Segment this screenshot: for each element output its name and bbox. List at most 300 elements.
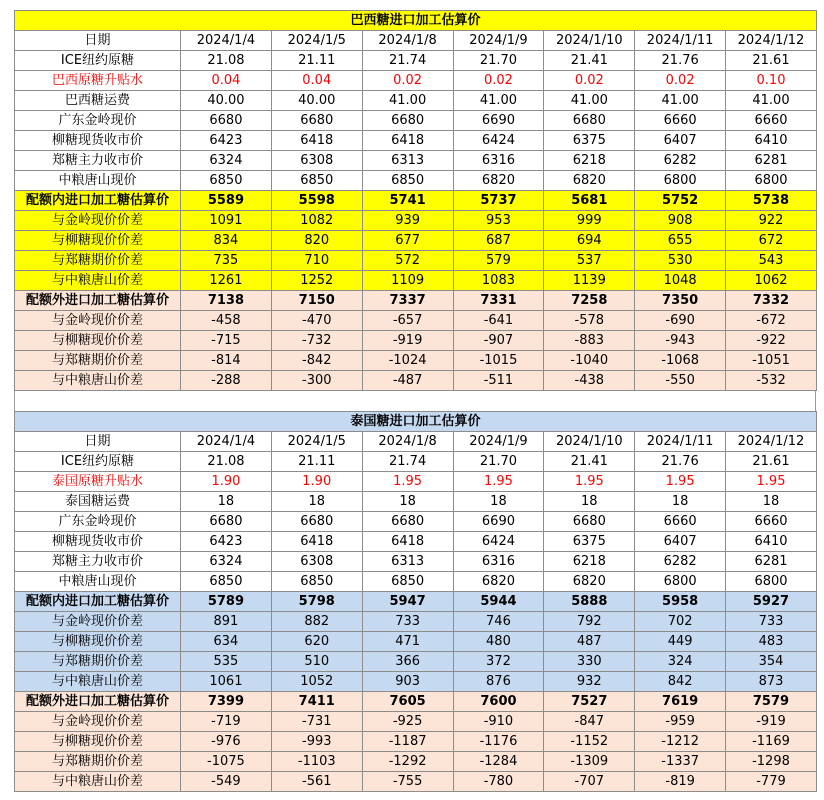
value-cell: 6660 <box>635 512 726 532</box>
value-cell: -1075 <box>181 752 272 772</box>
value-cell: 1139 <box>544 271 635 291</box>
value-cell: 6800 <box>635 572 726 592</box>
value-cell: -925 <box>362 712 453 732</box>
value-cell: 18 <box>362 492 453 512</box>
value-cell: 634 <box>181 632 272 652</box>
value-cell: -1103 <box>271 752 362 772</box>
value-cell: 999 <box>544 211 635 231</box>
value-cell: -300 <box>271 371 362 391</box>
value-cell: 6313 <box>362 151 453 171</box>
value-cell: 41.00 <box>453 91 544 111</box>
value-cell: -707 <box>544 772 635 792</box>
value-cell: 0.02 <box>362 71 453 91</box>
value-cell: -578 <box>544 311 635 331</box>
value-cell: 1062 <box>726 271 817 291</box>
value-cell: 5741 <box>362 191 453 211</box>
value-cell: 6850 <box>362 171 453 191</box>
value-cell: 471 <box>362 632 453 652</box>
value-cell: -1292 <box>362 752 453 772</box>
date-header-label: 日期 <box>15 31 181 51</box>
value-cell: -1015 <box>453 351 544 371</box>
value-cell: 18 <box>544 492 635 512</box>
table-title: 巴西糖进口加工估算价 <box>15 11 817 31</box>
value-cell: 0.02 <box>635 71 726 91</box>
row-label: 与金岭现价价差 <box>15 612 181 632</box>
value-cell: 5752 <box>635 191 726 211</box>
value-cell: 7332 <box>726 291 817 311</box>
value-cell: 535 <box>181 652 272 672</box>
value-cell: 6820 <box>544 171 635 191</box>
value-cell: 6407 <box>635 131 726 151</box>
row-label: 与柳糖现价价差 <box>15 331 181 351</box>
value-cell: -549 <box>181 772 272 792</box>
row-label: 配额内进口加工糖估算价 <box>15 191 181 211</box>
value-cell: 903 <box>362 672 453 692</box>
value-cell: -1212 <box>635 732 726 752</box>
value-cell: 1061 <box>181 672 272 692</box>
value-cell: 449 <box>635 632 726 652</box>
value-cell: -511 <box>453 371 544 391</box>
value-cell: -561 <box>271 772 362 792</box>
value-cell: -550 <box>635 371 726 391</box>
table-row <box>15 111 817 131</box>
row-label: 配额内进口加工糖估算价 <box>15 592 181 612</box>
value-cell: 6423 <box>181 532 272 552</box>
value-cell: 21.61 <box>726 452 817 472</box>
table-row <box>15 351 817 371</box>
table-row <box>15 291 817 311</box>
value-cell: -919 <box>726 712 817 732</box>
value-cell: 7600 <box>453 692 544 712</box>
date-header-cell: 2024/1/4 <box>181 31 272 51</box>
date-header-cell: 2024/1/9 <box>453 31 544 51</box>
value-cell: -976 <box>181 732 272 752</box>
brazil-sugar-table <box>14 10 817 391</box>
value-cell: 5789 <box>181 592 272 612</box>
value-cell: 579 <box>453 251 544 271</box>
value-cell: 18 <box>726 492 817 512</box>
value-cell: -842 <box>271 351 362 371</box>
value-cell: 6800 <box>726 171 817 191</box>
value-cell: 6418 <box>362 131 453 151</box>
table-row <box>15 532 817 552</box>
value-cell: 939 <box>362 211 453 231</box>
value-cell: 1082 <box>271 211 362 231</box>
value-cell: 572 <box>362 251 453 271</box>
table-row <box>15 572 817 592</box>
table-row <box>15 512 817 532</box>
value-cell: 480 <box>453 632 544 652</box>
table-row <box>15 371 817 391</box>
value-cell: 21.76 <box>635 452 726 472</box>
value-cell: 354 <box>726 652 817 672</box>
value-cell: -959 <box>635 712 726 732</box>
value-cell: 6800 <box>635 171 726 191</box>
value-cell: 6316 <box>453 151 544 171</box>
value-cell: 7605 <box>362 692 453 712</box>
value-cell: 655 <box>635 231 726 251</box>
value-cell: 7527 <box>544 692 635 712</box>
value-cell: 5738 <box>726 191 817 211</box>
table-row <box>15 472 817 492</box>
value-cell: 1091 <box>181 211 272 231</box>
value-cell: -883 <box>544 331 635 351</box>
value-cell: 5598 <box>271 191 362 211</box>
value-cell: 0.04 <box>271 71 362 91</box>
value-cell: 7350 <box>635 291 726 311</box>
date-header-row <box>15 31 817 51</box>
value-cell: 6316 <box>453 552 544 572</box>
table-row <box>15 211 817 231</box>
value-cell: 746 <box>453 612 544 632</box>
value-cell: -819 <box>635 772 726 792</box>
value-cell: -1024 <box>362 351 453 371</box>
row-label: 与郑糖期价价差 <box>15 351 181 371</box>
value-cell: 792 <box>544 612 635 632</box>
value-cell: 6660 <box>635 111 726 131</box>
value-cell: 5944 <box>453 592 544 612</box>
value-cell: -470 <box>271 311 362 331</box>
value-cell: 0.04 <box>181 71 272 91</box>
row-label: 中粮唐山现价 <box>15 572 181 592</box>
value-cell: -847 <box>544 712 635 732</box>
value-cell: 40.00 <box>181 91 272 111</box>
value-cell: 6218 <box>544 151 635 171</box>
row-label: 与柳糖现价价差 <box>15 231 181 251</box>
value-cell: 7579 <box>726 692 817 712</box>
value-cell: -993 <box>271 732 362 752</box>
value-cell: -1309 <box>544 752 635 772</box>
value-cell: 5681 <box>544 191 635 211</box>
table-row <box>15 772 817 792</box>
value-cell: 702 <box>635 612 726 632</box>
value-cell: 6308 <box>271 151 362 171</box>
table-row <box>15 612 817 632</box>
table-row <box>15 171 817 191</box>
value-cell: -943 <box>635 331 726 351</box>
value-cell: 1.95 <box>726 472 817 492</box>
value-cell: 6660 <box>726 111 817 131</box>
value-cell: -1152 <box>544 732 635 752</box>
row-label: 配额外进口加工糖估算价 <box>15 291 181 311</box>
value-cell: 6324 <box>181 552 272 572</box>
value-cell: 1252 <box>271 271 362 291</box>
row-label: 与郑糖期价价差 <box>15 752 181 772</box>
value-cell: 21.70 <box>453 51 544 71</box>
value-cell: 21.08 <box>181 452 272 472</box>
value-cell: 6820 <box>544 572 635 592</box>
spreadsheet <box>14 10 816 792</box>
value-cell: -1176 <box>453 732 544 752</box>
value-cell: 6410 <box>726 532 817 552</box>
table-row <box>15 231 817 251</box>
value-cell: 21.11 <box>271 452 362 472</box>
value-cell: 1052 <box>271 672 362 692</box>
value-cell: 6660 <box>726 512 817 532</box>
value-cell: 6218 <box>544 552 635 572</box>
value-cell: 1.95 <box>453 472 544 492</box>
value-cell: -458 <box>181 311 272 331</box>
value-cell: 5888 <box>544 592 635 612</box>
value-cell: 0.02 <box>453 71 544 91</box>
value-cell: -690 <box>635 311 726 331</box>
value-cell: -780 <box>453 772 544 792</box>
value-cell: 6680 <box>271 111 362 131</box>
value-cell: -755 <box>362 772 453 792</box>
value-cell: 6308 <box>271 552 362 572</box>
value-cell: 876 <box>453 672 544 692</box>
value-cell: 18 <box>453 492 544 512</box>
table-row <box>15 712 817 732</box>
value-cell: 1109 <box>362 271 453 291</box>
value-cell: -814 <box>181 351 272 371</box>
value-cell: 6418 <box>271 131 362 151</box>
table-row <box>15 91 817 111</box>
value-cell: -910 <box>453 712 544 732</box>
row-label: 与中粮唐山价差 <box>15 672 181 692</box>
value-cell: -672 <box>726 311 817 331</box>
value-cell: -1187 <box>362 732 453 752</box>
value-cell: 735 <box>181 251 272 271</box>
date-header-cell: 2024/1/4 <box>181 432 272 452</box>
value-cell: 41.00 <box>362 91 453 111</box>
date-header-cell: 2024/1/5 <box>271 31 362 51</box>
value-cell: 5589 <box>181 191 272 211</box>
value-cell: 487 <box>544 632 635 652</box>
value-cell: -1284 <box>453 752 544 772</box>
value-cell: 7150 <box>271 291 362 311</box>
table-row <box>15 732 817 752</box>
row-label: 与金岭现价价差 <box>15 211 181 231</box>
value-cell: 372 <box>453 652 544 672</box>
value-cell: 620 <box>271 632 362 652</box>
row-label: ICE纽约原糖 <box>15 51 181 71</box>
value-cell: 41.00 <box>635 91 726 111</box>
table-row <box>15 331 817 351</box>
table-row <box>15 672 817 692</box>
table-title-row <box>15 11 817 31</box>
date-header-cell: 2024/1/10 <box>544 31 635 51</box>
row-label: ICE纽约原糖 <box>15 452 181 472</box>
value-cell: -657 <box>362 311 453 331</box>
value-cell: 21.76 <box>635 51 726 71</box>
row-label: 与柳糖现价价差 <box>15 732 181 752</box>
value-cell: -1051 <box>726 351 817 371</box>
thai-sugar-table-block <box>14 411 816 792</box>
value-cell: 1.95 <box>544 472 635 492</box>
value-cell: 922 <box>726 211 817 231</box>
value-cell: -1298 <box>726 752 817 772</box>
table-row <box>15 452 817 472</box>
value-cell: 5958 <box>635 592 726 612</box>
value-cell: 672 <box>726 231 817 251</box>
value-cell: 710 <box>271 251 362 271</box>
value-cell: 842 <box>635 672 726 692</box>
table-row <box>15 552 817 572</box>
row-label: 柳糖现货收市价 <box>15 532 181 552</box>
value-cell: 6418 <box>362 532 453 552</box>
value-cell: 6375 <box>544 131 635 151</box>
table-row <box>15 151 817 171</box>
value-cell: 6424 <box>453 131 544 151</box>
value-cell: 6820 <box>453 572 544 592</box>
value-cell: 18 <box>181 492 272 512</box>
date-header-label: 日期 <box>15 432 181 452</box>
date-header-cell: 2024/1/8 <box>362 31 453 51</box>
value-cell: 6850 <box>271 171 362 191</box>
date-header-cell: 2024/1/10 <box>544 432 635 452</box>
table-title: 泰国糖进口加工估算价 <box>15 412 817 432</box>
value-cell: 1048 <box>635 271 726 291</box>
value-cell: 510 <box>271 652 362 672</box>
value-cell: 6282 <box>635 151 726 171</box>
value-cell: 6680 <box>181 111 272 131</box>
value-cell: 537 <box>544 251 635 271</box>
value-cell: 6680 <box>362 512 453 532</box>
value-cell: -1040 <box>544 351 635 371</box>
table-row <box>15 632 817 652</box>
value-cell: 1083 <box>453 271 544 291</box>
value-cell: -779 <box>726 772 817 792</box>
value-cell: 6418 <box>271 532 362 552</box>
value-cell: -731 <box>271 712 362 732</box>
value-cell: 7411 <box>271 692 362 712</box>
date-header-row <box>15 432 817 452</box>
row-label: 柳糖现货收市价 <box>15 131 181 151</box>
row-label: 巴西原糖升贴水 <box>15 71 181 91</box>
table-row <box>15 51 817 71</box>
value-cell: 41.00 <box>726 91 817 111</box>
row-label: 郑糖主力收市价 <box>15 552 181 572</box>
value-cell: 891 <box>181 612 272 632</box>
value-cell: 6850 <box>181 171 272 191</box>
value-cell: 18 <box>271 492 362 512</box>
value-cell: 21.70 <box>453 452 544 472</box>
value-cell: 21.11 <box>271 51 362 71</box>
value-cell: 873 <box>726 672 817 692</box>
row-label: 与金岭现价价差 <box>15 311 181 331</box>
value-cell: 5737 <box>453 191 544 211</box>
value-cell: 694 <box>544 231 635 251</box>
table-title-row <box>15 412 817 432</box>
value-cell: 483 <box>726 632 817 652</box>
row-label: 广东金岭现价 <box>15 111 181 131</box>
value-cell: 5947 <box>362 592 453 612</box>
date-header-cell: 2024/1/8 <box>362 432 453 452</box>
value-cell: 6281 <box>726 151 817 171</box>
row-label: 与郑糖期价价差 <box>15 251 181 271</box>
value-cell: 7331 <box>453 291 544 311</box>
value-cell: 6281 <box>726 552 817 572</box>
value-cell: 733 <box>726 612 817 632</box>
row-label: 郑糖主力收市价 <box>15 151 181 171</box>
row-label: 广东金岭现价 <box>15 512 181 532</box>
value-cell: 733 <box>362 612 453 632</box>
value-cell: 6423 <box>181 131 272 151</box>
value-cell: 1.90 <box>271 472 362 492</box>
row-label: 与柳糖现价价差 <box>15 632 181 652</box>
value-cell: 6820 <box>453 171 544 191</box>
value-cell: 530 <box>635 251 726 271</box>
value-cell: 0.02 <box>544 71 635 91</box>
value-cell: 330 <box>544 652 635 672</box>
value-cell: 953 <box>453 211 544 231</box>
date-header-cell: 2024/1/9 <box>453 432 544 452</box>
value-cell: -1169 <box>726 732 817 752</box>
table-gap <box>14 391 816 411</box>
value-cell: 21.61 <box>726 51 817 71</box>
value-cell: 0.10 <box>726 71 817 91</box>
value-cell: 6680 <box>362 111 453 131</box>
value-cell: 6690 <box>453 512 544 532</box>
value-cell: 6690 <box>453 111 544 131</box>
value-cell: 908 <box>635 211 726 231</box>
value-cell: 21.41 <box>544 51 635 71</box>
value-cell: 834 <box>181 231 272 251</box>
row-label: 与郑糖期价价差 <box>15 652 181 672</box>
date-header-cell: 2024/1/5 <box>271 432 362 452</box>
date-header-cell: 2024/1/11 <box>635 432 726 452</box>
value-cell: -438 <box>544 371 635 391</box>
value-cell: 18 <box>635 492 726 512</box>
table-row <box>15 131 817 151</box>
value-cell: 366 <box>362 652 453 672</box>
value-cell: 6850 <box>271 572 362 592</box>
value-cell: 6407 <box>635 532 726 552</box>
date-header-cell: 2024/1/11 <box>635 31 726 51</box>
value-cell: -919 <box>362 331 453 351</box>
value-cell: 6324 <box>181 151 272 171</box>
table-row <box>15 311 817 331</box>
table-row <box>15 752 817 772</box>
row-label: 与中粮唐山价差 <box>15 772 181 792</box>
value-cell: -907 <box>453 331 544 351</box>
value-cell: 5798 <box>271 592 362 612</box>
value-cell: 1.95 <box>635 472 726 492</box>
value-cell: 6375 <box>544 532 635 552</box>
value-cell: 6424 <box>453 532 544 552</box>
value-cell: 5927 <box>726 592 817 612</box>
value-cell: -487 <box>362 371 453 391</box>
table-row <box>15 271 817 291</box>
value-cell: 7619 <box>635 692 726 712</box>
row-label: 与中粮唐山价差 <box>15 371 181 391</box>
value-cell: 6850 <box>181 572 272 592</box>
table-row <box>15 251 817 271</box>
date-header-cell: 2024/1/12 <box>726 31 817 51</box>
row-label: 配额外进口加工糖估算价 <box>15 692 181 712</box>
value-cell: 40.00 <box>271 91 362 111</box>
value-cell: -288 <box>181 371 272 391</box>
value-cell: 21.41 <box>544 452 635 472</box>
value-cell: 6800 <box>726 572 817 592</box>
table-row <box>15 191 817 211</box>
value-cell: 7138 <box>181 291 272 311</box>
thai-sugar-table <box>14 411 817 792</box>
value-cell: 21.74 <box>362 452 453 472</box>
value-cell: 1261 <box>181 271 272 291</box>
table-row <box>15 592 817 612</box>
value-cell: 543 <box>726 251 817 271</box>
value-cell: 6680 <box>544 512 635 532</box>
value-cell: 41.00 <box>544 91 635 111</box>
value-cell: -1068 <box>635 351 726 371</box>
row-label: 泰国糖运费 <box>15 492 181 512</box>
value-cell: -1337 <box>635 752 726 772</box>
value-cell: -732 <box>271 331 362 351</box>
value-cell: 21.74 <box>362 51 453 71</box>
value-cell: 1.90 <box>181 472 272 492</box>
